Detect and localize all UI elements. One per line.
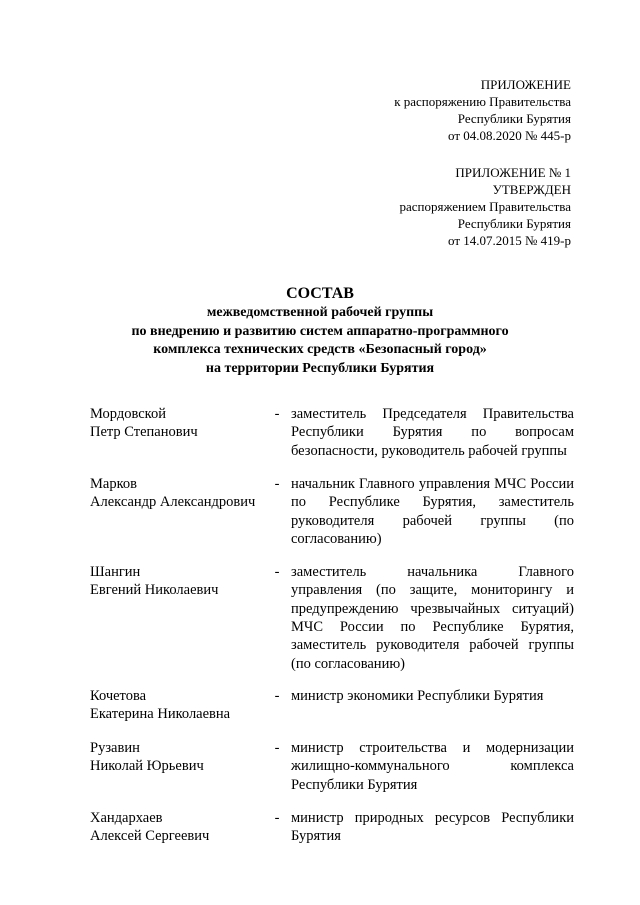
member-given-names: Екатерина Николаевна	[90, 706, 231, 723]
separator-dash: -	[274, 564, 280, 581]
appendix-1-issuer: Республики Бурятия	[457, 216, 571, 231]
member-given-names: Николай Юрьевич	[90, 758, 204, 775]
member-given-names: Петр Степанович	[90, 424, 198, 441]
appendix-1-reference: распоряжением Правительства	[399, 199, 571, 214]
members-list	[90, 405, 574, 846]
member-entry	[90, 563, 574, 673]
member-name	[90, 563, 268, 600]
separator-dash: -	[274, 476, 280, 492]
appendix-header	[394, 76, 571, 144]
appendix-title: ПРИЛОЖЕНИЕ	[480, 77, 571, 92]
approved-label: УТВЕРЖДЕН	[492, 182, 571, 197]
member-surname: Марков	[90, 476, 137, 492]
member-entry	[90, 405, 574, 460]
member-role: министр природных ресурсов Республики Бурятия	[291, 810, 574, 845]
separator-dash: -	[274, 740, 280, 757]
member-name	[90, 475, 268, 512]
member-entry	[90, 687, 574, 724]
appendix-1-title: ПРИЛОЖЕНИЕ № 1	[455, 165, 571, 180]
member-role: заместитель начальника Главного управления (по защите, мониторингу и предупреждению чрезвычайных ситуаций) МЧС России по Республике Бурятия, заместитель руководителя рабочей группы (по согласованию)	[291, 564, 574, 672]
title-line: на территории Республики Бурятия	[205, 360, 435, 376]
member-role: начальник Главного управления МЧС России по Республике Бурятия, заместитель руководителя рабочей группы (по согласованию)	[291, 476, 574, 547]
appendix-reference: к распоряжению Правительства	[394, 94, 571, 109]
member-surname: Хандархаев	[90, 810, 163, 827]
member-surname: Рузавин	[90, 740, 140, 757]
member-surname: Мордовской	[90, 406, 166, 422]
separator-dash: -	[274, 810, 280, 827]
member-name	[90, 809, 268, 846]
member-role: министр строительства и модернизации жилищно-коммунального комплекса Республики Бурятия	[291, 740, 574, 793]
member-name	[90, 687, 268, 724]
title-line: комплекса технических средств «Безопасный город»	[153, 342, 487, 357]
document-title	[40, 284, 600, 378]
member-surname: Кочетова	[90, 688, 147, 705]
member-entry	[90, 739, 574, 794]
separator-dash: -	[274, 406, 280, 422]
separator-dash: -	[274, 688, 280, 705]
member-surname: Шангин	[90, 564, 141, 581]
member-entry	[90, 475, 574, 548]
title-main: СОСТАВ	[286, 285, 354, 302]
appendix-1-header	[399, 164, 571, 249]
appendix-date-number: от 04.08.2020 № 445-р	[448, 128, 571, 143]
member-given-names: Александр Александрович	[90, 494, 256, 511]
member-role: министр экономики Республики Бурятия	[291, 688, 544, 705]
title-line: межведомственной рабочей группы	[206, 305, 434, 320]
member-name	[90, 739, 268, 776]
member-role: заместитель Председателя Правительства Республики Бурятия по вопросам безопасности, руководитель рабочей группы	[291, 406, 574, 459]
member-given-names: Алексей Сергеевич	[90, 828, 210, 845]
appendix-1-date-number: от 14.07.2015 № 419-р	[448, 233, 571, 248]
title-line: по внедрению и развитию систем аппаратно-программного	[131, 323, 509, 339]
appendix-issuer: Республики Бурятия	[457, 111, 571, 126]
member-name	[90, 405, 268, 442]
member-given-names: Евгений Николаевич	[90, 582, 219, 599]
member-entry	[90, 809, 574, 846]
